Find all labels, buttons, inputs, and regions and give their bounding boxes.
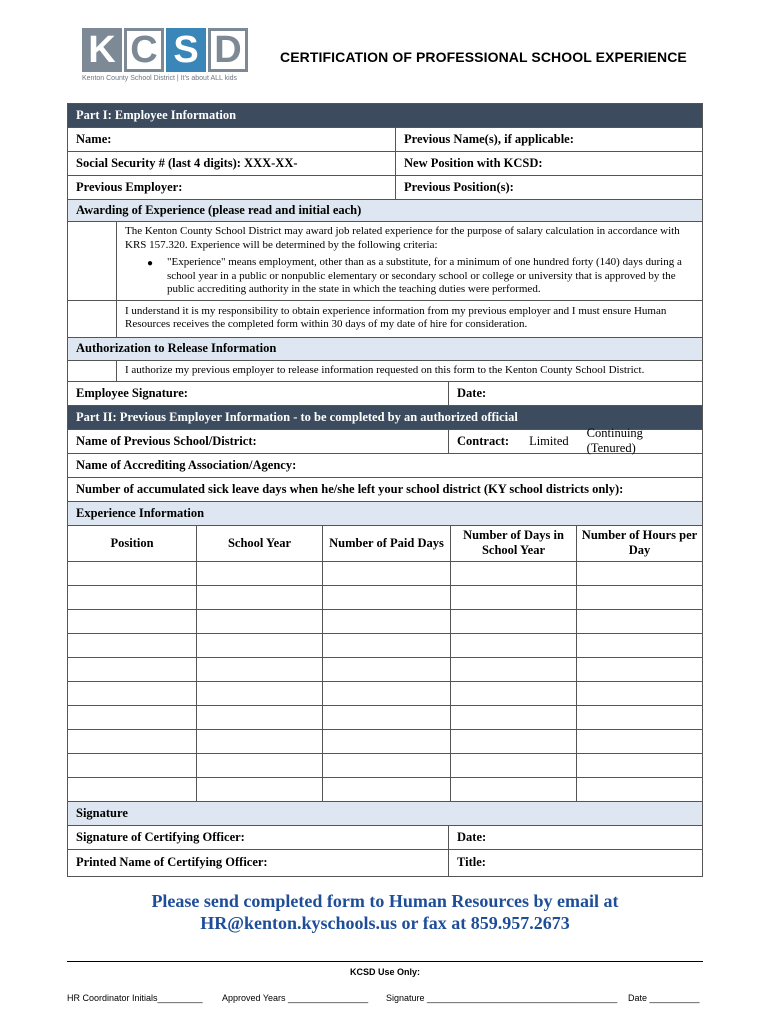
authorization-text-row (68, 361, 702, 382)
experience-cell-hours-per-day[interactable] (576, 706, 702, 729)
column-school-year: School Year (196, 526, 322, 561)
hr-coordinator-initials-field[interactable]: HR Coordinator Initials_________ (67, 993, 203, 1003)
column-paid-days: Number of Paid Days (322, 526, 450, 561)
experience-cell-days-in-school-year[interactable] (450, 634, 576, 657)
experience-cell-paid-days[interactable] (322, 754, 450, 777)
footer-divider (67, 961, 703, 962)
approved-years-field[interactable]: Approved Years ________________ (222, 993, 369, 1003)
previous-school-field[interactable]: Name of Previous School/District: (76, 433, 257, 448)
experience-cell-paid-days[interactable] (322, 778, 450, 801)
experience-cell-hours-per-day[interactable] (576, 682, 702, 705)
experience-row (68, 633, 702, 657)
experience-cell-position[interactable] (68, 658, 196, 681)
authorization-text[interactable]: I authorize my previous employer to release information requested on this form to the Kenton County School District. (116, 361, 702, 381)
ssn-row (68, 152, 702, 176)
awarding-notice-row (68, 222, 702, 301)
experience-heading: Experience Information (76, 505, 205, 520)
experience-table-header (68, 526, 702, 561)
experience-heading-row (68, 502, 702, 526)
experience-cell-school-year[interactable] (196, 706, 322, 729)
submission-instructions (0, 890, 770, 934)
experience-table-body (68, 561, 702, 801)
experience-cell-paid-days[interactable] (322, 586, 450, 609)
sick-leave-row (68, 478, 702, 502)
experience-cell-hours-per-day[interactable] (576, 610, 702, 633)
criteria-bullet (125, 256, 694, 297)
experience-cell-hours-per-day[interactable] (576, 730, 702, 753)
ssn-field[interactable]: Social Security # (last 4 digits): XXX-XX- (76, 156, 298, 170)
experience-cell-hours-per-day[interactable] (576, 754, 702, 777)
employee-signature-field[interactable]: Employee Signature: (76, 385, 188, 400)
experience-cell-days-in-school-year[interactable] (450, 730, 576, 753)
printed-name-field[interactable]: Printed Name of Certifying Officer: (76, 855, 268, 869)
column-position: Position (110, 535, 154, 550)
experience-row (68, 561, 702, 585)
column-days-in-school-year: Number of Days in School Year (450, 526, 576, 561)
authorization-heading: Authorization to Release Information (76, 341, 277, 355)
previous-names-field[interactable]: Previous Name(s), if applicable: (395, 128, 702, 151)
kcsd-use-only-label: KCSD Use Only: (349, 967, 420, 977)
awarding-text: The Kenton County School District may award job related experience for the purpose of salary calculation in accordance with KRS 157.320. Experience will be determined by the following criteria: (125, 225, 680, 251)
contract-field (448, 426, 702, 455)
experience-cell-days-in-school-year[interactable] (450, 754, 576, 777)
experience-cell-paid-days[interactable] (322, 658, 450, 681)
understand-text[interactable]: I understand it is my responsibility to obtain experience information from my previous employer and I must ensure Human Resources receives the completed form within 30 days of my date of hire for consideration. (116, 301, 702, 337)
experience-cell-position[interactable] (68, 562, 196, 585)
experience-row (68, 609, 702, 633)
previous-school-row (68, 426, 702, 455)
awarding-heading: Awarding of Experience (please read and initial each) (76, 203, 362, 217)
awarding-notice[interactable] (116, 222, 702, 300)
submission-line-2: HR@kenton.kyschools.us or fax at 859.957.2673 (200, 913, 570, 933)
experience-cell-position[interactable] (68, 754, 196, 777)
experience-cell-hours-per-day[interactable] (576, 562, 702, 585)
previous-employer-row (68, 176, 702, 200)
experience-row (68, 681, 702, 705)
experience-cell-hours-per-day[interactable] (576, 634, 702, 657)
certifying-signature-row (68, 826, 702, 850)
experience-cell-hours-per-day[interactable] (576, 658, 702, 681)
certifying-date-field[interactable]: Date: (448, 826, 702, 849)
experience-cell-days-in-school-year[interactable] (450, 586, 576, 609)
criteria-text: "Experience" means employment, other than as a substitute, for a minimum of one hundred forty (140) days during a school year in a public or nonpublic elementary or secondary school or college or university that is approved by the public accrediting authority in the state in which the teaching duties were performed. (167, 256, 682, 295)
part2-heading: Part II: Previous Employer Information - to be completed by an authorized official (76, 409, 518, 424)
previous-positions-field[interactable]: Previous Position(s): (395, 176, 702, 199)
name-field[interactable]: Name: (76, 132, 112, 146)
experience-cell-days-in-school-year[interactable] (450, 706, 576, 729)
contract-option-limited[interactable]: Limited (529, 433, 569, 448)
experience-row (68, 657, 702, 681)
title-field[interactable]: Title: (448, 850, 702, 876)
logo-tagline: Kenton County School District | It's about ALL kids (82, 75, 238, 82)
experience-table (68, 526, 702, 802)
contract-option-continuing[interactable]: Continuing (Tenured) (586, 426, 643, 455)
contract-label: Contract: (457, 433, 510, 448)
new-position-field[interactable]: New Position with KCSD: (395, 152, 702, 175)
experience-cell-paid-days[interactable] (322, 610, 450, 633)
previous-employer-field[interactable]: Previous Employer: (76, 180, 183, 194)
accrediting-agency-field[interactable]: Name of Accrediting Association/Agency: (76, 457, 297, 472)
employee-date-field[interactable]: Date: (448, 382, 702, 405)
experience-cell-school-year[interactable] (196, 682, 322, 705)
authorization-heading-row (68, 338, 702, 361)
experience-cell-paid-days[interactable] (322, 682, 450, 705)
certification-form (67, 103, 703, 877)
name-row (68, 128, 702, 152)
signature-heading: Signature (76, 805, 128, 820)
logo-letter-k: K (82, 28, 122, 72)
part1-heading: Part I: Employee Information (76, 108, 237, 122)
sick-leave-field[interactable]: Number of accumulated sick leave days when he/she left your school district (KY school districts only): (76, 481, 624, 496)
employee-signature-row (68, 382, 702, 406)
experience-cell-position[interactable] (68, 610, 196, 633)
experience-cell-days-in-school-year[interactable] (450, 778, 576, 801)
experience-cell-paid-days[interactable] (322, 706, 450, 729)
experience-row (68, 729, 702, 753)
experience-cell-position[interactable] (68, 778, 196, 801)
experience-cell-school-year[interactable] (196, 562, 322, 585)
experience-cell-hours-per-day[interactable] (576, 778, 702, 801)
certifying-officer-signature-field[interactable]: Signature of Certifying Officer: (76, 829, 245, 844)
experience-cell-position[interactable] (68, 682, 196, 705)
column-hours-per-day: Number of Hours per Day (576, 526, 702, 561)
understand-row (68, 301, 702, 338)
experience-cell-paid-days[interactable] (322, 562, 450, 585)
hr-date-field[interactable]: Date __________ (628, 993, 700, 1003)
kcsd-logo (82, 28, 248, 86)
experience-cell-days-in-school-year[interactable] (450, 658, 576, 681)
experience-cell-school-year[interactable] (196, 658, 322, 681)
experience-row (68, 705, 702, 729)
experience-cell-paid-days[interactable] (322, 634, 450, 657)
experience-cell-school-year[interactable] (196, 586, 322, 609)
experience-cell-days-in-school-year[interactable] (450, 610, 576, 633)
awarding-heading-row (68, 200, 702, 222)
experience-cell-position[interactable] (68, 586, 196, 609)
experience-cell-position[interactable] (68, 730, 196, 753)
experience-cell-school-year[interactable] (196, 730, 322, 753)
experience-cell-position[interactable] (68, 706, 196, 729)
experience-cell-school-year[interactable] (196, 778, 322, 801)
logo-letter-d: D (208, 28, 248, 72)
logo-letter-s: S (166, 28, 206, 72)
experience-cell-position[interactable] (68, 634, 196, 657)
experience-row (68, 585, 702, 609)
experience-row (68, 777, 702, 801)
bullet-icon: ● (147, 258, 154, 269)
experience-cell-days-in-school-year[interactable] (450, 682, 576, 705)
experience-cell-paid-days[interactable] (322, 730, 450, 753)
accrediting-row (68, 454, 702, 478)
hr-signature-field[interactable]: Signature ______________________________________ (386, 993, 618, 1003)
experience-cell-school-year[interactable] (196, 754, 322, 777)
signature-heading-row (68, 802, 702, 826)
experience-cell-hours-per-day[interactable] (576, 586, 702, 609)
experience-cell-school-year[interactable] (196, 634, 322, 657)
logo-letter-c: C (124, 28, 164, 72)
experience-row (68, 753, 702, 777)
document-title: CERTIFICATION OF PROFESSIONAL SCHOOL EXPERIENCE (280, 49, 687, 65)
experience-cell-school-year[interactable] (196, 610, 322, 633)
experience-cell-days-in-school-year[interactable] (450, 562, 576, 585)
part1-heading-row (68, 104, 702, 128)
submission-line-1: Please send completed form to Human Resources by email at (151, 891, 619, 911)
printed-name-row (68, 850, 702, 876)
